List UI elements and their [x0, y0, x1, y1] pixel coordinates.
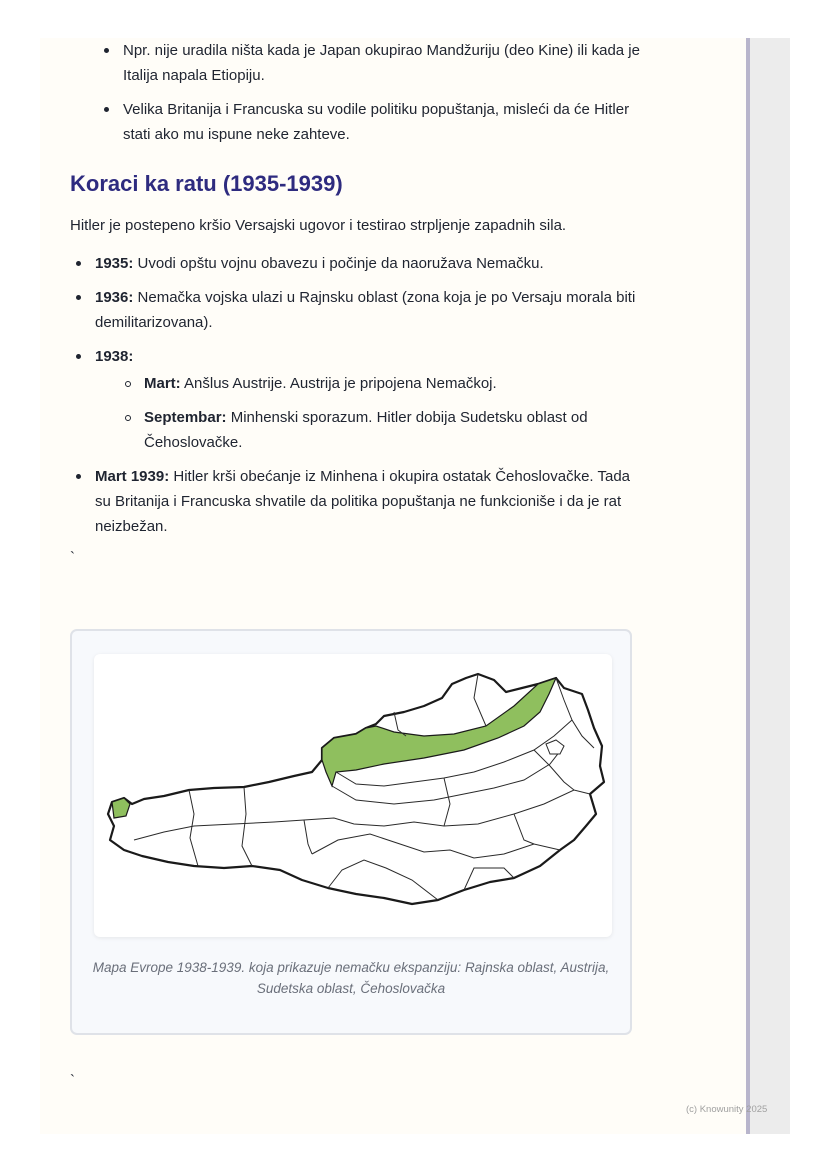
event-text: Nemačka vojska ulazi u Rajnsku oblast (zona koja je po Versaju morala biti demilitarizovana). — [95, 289, 636, 331]
event-year: Mart 1939: — [95, 468, 170, 485]
intro-paragraph: Hitler je postepeno kršio Versajski ugovor i testirao strpljenje zapadnih sila. — [70, 217, 567, 234]
event-month: Mart: — [144, 375, 181, 392]
austria-map-icon — [94, 654, 612, 937]
list-item — [70, 344, 640, 455]
events-list — [70, 251, 640, 539]
list-item — [119, 405, 640, 455]
map-figure — [70, 629, 632, 1035]
separator-mark: ` — [70, 1072, 75, 1089]
top-bullet-list — [98, 38, 640, 147]
event-year: 1935: — [95, 255, 134, 272]
map-image — [94, 654, 612, 937]
list-item — [119, 371, 640, 396]
list-item — [70, 464, 640, 539]
map-caption: Mapa Evrope 1938-1939. koja prikazuje nemačku ekspanziju: Rajnska oblast, Austrija, Sudetska oblast, Čehoslovačka — [92, 960, 610, 996]
event-text: Minhenski sporazum. Hitler dobija Sudetsku oblast od Čehoslovačke. — [144, 409, 588, 451]
list-item — [70, 285, 640, 335]
event-text: Hitler krši obećanje iz Minhena i okupira ostatak Čehoslovačke. Tada su Britanija i Francuska shvatile da politika popuštanja ne funkcioniše i da je rat neizbežan. — [95, 468, 630, 535]
document-content — [70, 38, 640, 569]
sub-events-list — [119, 371, 640, 455]
copyright-footer: (c) Knowunity 2025 — [686, 1104, 768, 1115]
list-item: Npr. nije uradila ništa kada je Japan okupirao Mandžuriju (deo Kine) ili kada je Italija napala Etiopiju. — [98, 38, 640, 88]
list-item: Velika Britanija i Francuska su vodile politiku popuštanja, misleći da će Hitler stati ako mu ispune neke zahteve. — [98, 97, 640, 147]
list-item — [70, 251, 640, 276]
event-text: Anšlus Austrije. Austrija je pripojena Nemačkoj. — [180, 375, 497, 392]
event-year: 1938: — [95, 348, 134, 365]
section-heading: Koraci ka ratu (1935-1939) — [70, 171, 343, 196]
event-year: 1936: — [95, 289, 134, 306]
event-month: Septembar: — [144, 409, 227, 426]
event-text: Uvodi opštu vojnu obavezu i počinje da naoružava Nemačku. — [133, 255, 544, 272]
scroll-gutter[interactable] — [750, 38, 790, 1134]
separator-mark: ` — [70, 549, 75, 566]
